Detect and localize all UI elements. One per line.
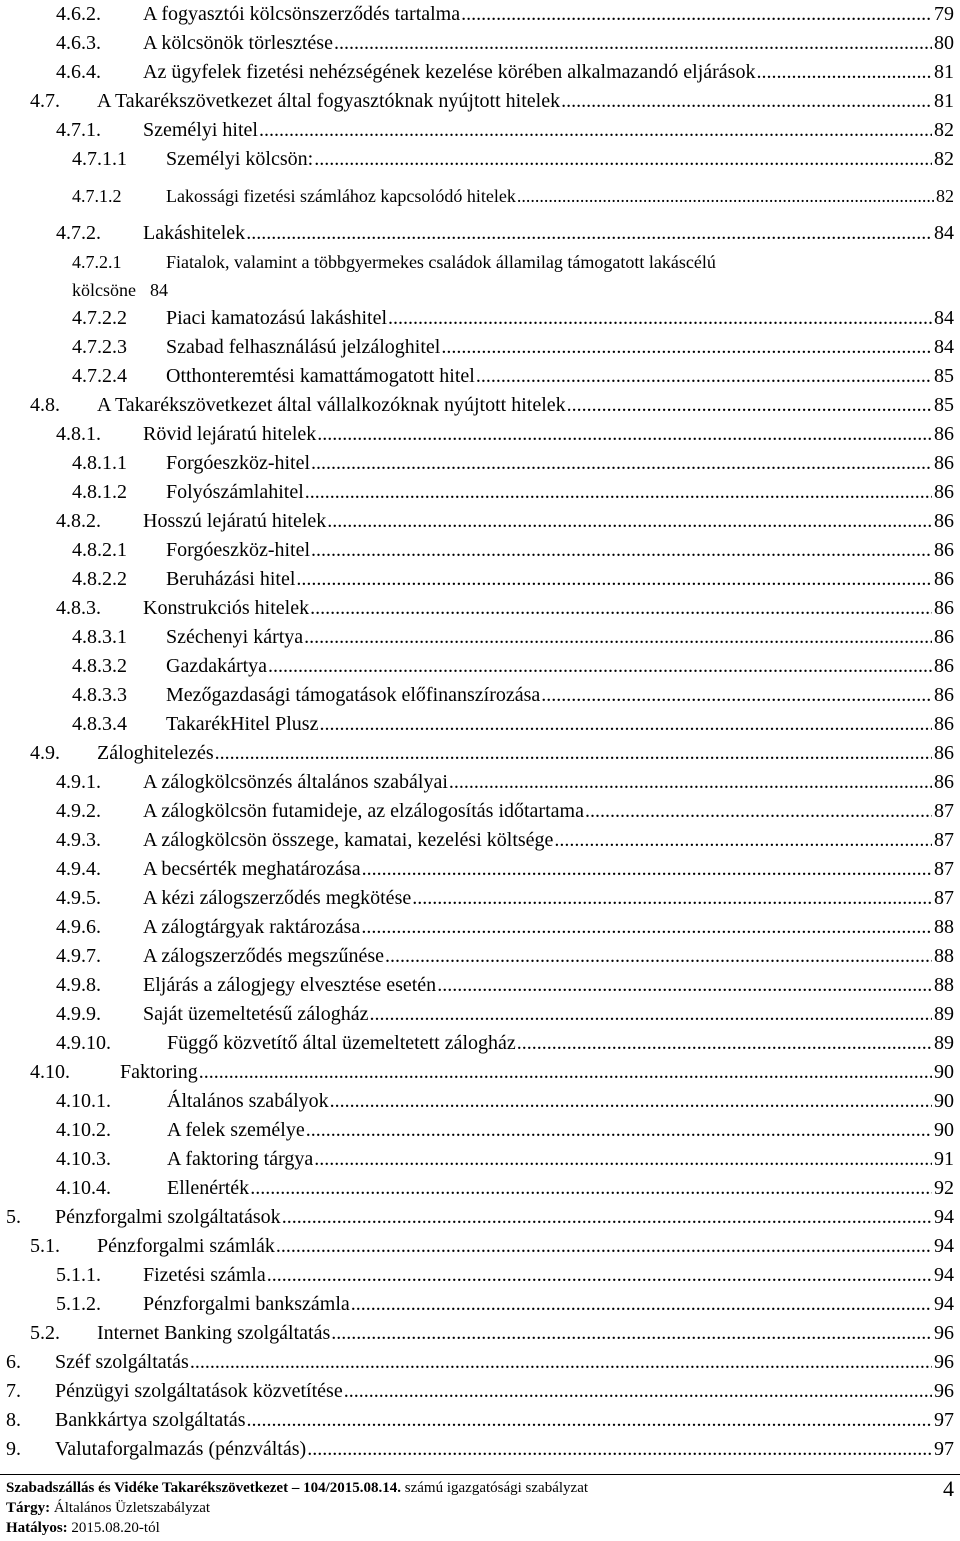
toc-entry-number: 4.8.3.4 [72,713,127,735]
toc-entry[interactable] [0,362,960,390]
toc-entry-number: 6. [6,1351,21,1373]
footer-effective-line [6,1518,160,1538]
toc-entry-page: 90 [934,1119,954,1141]
toc-dot-leader [585,797,932,825]
toc-entry-number: 5.1. [30,1235,60,1257]
toc-dot-leader [215,739,932,767]
toc-entry-title: A felek személye [167,1119,305,1141]
toc-dot-leader [369,1000,932,1028]
toc-entry-page: 87 [934,800,954,822]
toc-entry-number: 4.7.1.2 [72,186,122,206]
toc-entry-page: 81 [934,90,954,112]
toc-entry-page: 86 [934,568,954,590]
toc-entry-page: 86 [934,742,954,764]
toc-entry[interactable] [0,87,960,115]
toc-dot-leader [267,1261,932,1289]
toc-dot-leader [517,1029,932,1057]
toc-entry[interactable] [0,391,960,419]
toc-entry[interactable] [0,29,960,57]
toc-entry-number: 4.9.2. [56,800,101,822]
toc-entry-number: 4.10.3. [56,1148,111,1170]
toc-entry[interactable] [0,942,960,970]
toc-dot-leader [385,942,932,970]
toc-entry-title: Internet Banking szolgáltatás [97,1322,331,1344]
toc-dot-leader [327,507,932,535]
toc-entry-title: Pénzforgalmi szolgáltatások [55,1206,281,1228]
toc-entry-page: 80 [934,32,954,54]
footer-regulation-number: 104/2015.08.14. [303,1480,402,1496]
toc-entry-page: 81 [934,61,954,83]
toc-dot-leader [306,1116,932,1144]
toc-entry-page: 79 [934,3,954,25]
toc-entry-title: Fizetési számla [143,1264,266,1286]
toc-entry[interactable] [0,652,960,680]
toc-dot-leader [319,710,932,738]
toc-entry-number: 4.7.2.4 [72,365,127,387]
toc-entry[interactable] [0,681,960,709]
toc-entry-number: 4.9.4. [56,858,101,880]
toc-entry-title: Valutaforgalmazás (pénzváltás) [55,1438,307,1460]
toc-entry-title: Széchenyi kártya [166,626,304,648]
toc-entry-number: 4.9.9. [56,1003,101,1025]
toc-dot-leader [311,536,932,564]
toc-entry-title: A Takarékszövetkezet által fogyasztóknak nyújtott hitelek [97,90,561,112]
toc-entry-number: 4.10.2. [56,1119,111,1141]
toc-dot-leader [361,913,932,941]
toc-entry-page: 84 [934,336,954,358]
toc-entry-page: 84 [934,222,954,244]
toc-entry-number: 8. [6,1409,21,1431]
toc-entry[interactable] [0,710,960,738]
page-footer [0,1474,960,1541]
toc-entry[interactable] [0,855,960,883]
toc-entry-page: 96 [934,1351,954,1373]
toc-entry-title: A zálogkölcsön összege, kamatai, kezelési költsége [143,829,554,851]
toc-entry-title: A Takarékszövetkezet által vállalkozóknak nyújtott hitelek [97,394,566,416]
toc-entry[interactable] [0,1261,960,1289]
footer-effective-label: Hatályos: [6,1520,68,1536]
toc-dot-leader [476,362,932,390]
toc-dot-leader [334,29,932,57]
toc-entry-title: Lakáshitelek [143,222,246,244]
toc-entry[interactable] [0,536,960,564]
toc-entry-number: 4.7.2. [56,222,101,244]
toc-entry-page: 94 [934,1264,954,1286]
footer-subject-label: Tárgy: [6,1500,51,1516]
toc-entry-page: 91 [934,1148,954,1170]
toc-entry-page: 86 [934,713,954,735]
toc-entry-number: 4.8. [30,394,60,416]
toc-entry[interactable] [0,1348,960,1376]
toc-entry-number: 4.7.1.1 [72,148,127,170]
footer-rule [0,1474,960,1475]
toc-dot-leader [362,855,932,883]
toc-entry-number: 5.1.1. [56,1264,101,1286]
toc-entry-title: Pénzügyi szolgáltatások közvetítése [55,1380,343,1402]
toc-entry[interactable] [0,478,960,506]
toc-entry-title: A faktoring tárgya [167,1148,314,1170]
footer-regulation-type: számú igazgatósági szabályzat [401,1480,589,1496]
toc-entry-number: 4.9.8. [56,974,101,996]
toc-entry[interactable] [0,913,960,941]
toc-entry-page: 86 [934,423,954,445]
toc-entry-page: 85 [934,394,954,416]
toc-entry-number: 4.7.2.1 [72,252,122,272]
toc-entry[interactable] [0,1232,960,1260]
toc-entry-page: 86 [934,655,954,677]
toc-dot-leader [310,594,932,622]
toc-dot-leader [561,87,932,115]
toc-entry-title: A kézi zálogszerződés megkötése [143,887,412,909]
toc-entry-title: A kölcsönök törlesztése [143,32,333,54]
toc-entry-page: 86 [934,626,954,648]
toc-entry[interactable] [0,1029,960,1057]
toc-entry[interactable] [0,826,960,854]
toc-entry-page: 97 [934,1409,954,1431]
toc-entry-page: 94 [934,1206,954,1228]
page-number: 4 [943,1476,954,1501]
toc-entry-title: Pénzforgalmi számlák [97,1235,275,1257]
toc-dot-leader [276,1232,932,1260]
toc-entry[interactable] [0,1087,960,1115]
toc-entry-number: 4.8.2.2 [72,568,127,590]
toc-entry-page: 92 [934,1177,954,1199]
toc-entry-title: TakarékHitel Plusz [166,713,319,735]
toc-entry-number: 4.9.5. [56,887,101,909]
toc-entry-title: Piaci kamatozású lakáshitel [166,307,388,329]
toc-entry-number: 4.9.3. [56,829,101,851]
toc-entry-title: A zálogtárgyak raktározása [143,916,361,938]
toc-entry-title: Bankkártya szolgáltatás [55,1409,246,1431]
toc-dot-leader [449,768,932,796]
toc-entry-number: 5. [6,1206,21,1228]
toc-entry-page: 82 [936,186,954,206]
toc-entry-number: 4.10.1. [56,1090,111,1112]
toc-entry-page: 84 [934,307,954,329]
toc-entry-title: Rövid lejáratú hitelek [143,423,317,445]
toc-entry-page: 84 [149,280,168,300]
toc-entry-page: 86 [934,539,954,561]
footer-effective-value: 2015.08.20-tól [67,1520,160,1536]
toc-entry-page: 90 [934,1090,954,1112]
footer-organization: Szabadszállás és Vidéke Takarékszövetkezet [6,1480,289,1496]
toc-dot-leader [330,1087,932,1115]
toc-entry-number: 4.10. [30,1061,70,1083]
toc-entry-title: Hosszú lejáratú hitelek [143,510,327,532]
toc-entry-number: 4.7. [30,90,60,112]
toc-entry[interactable] [0,333,960,361]
toc-entry-page: 94 [934,1235,954,1257]
toc-entry-page: 86 [934,597,954,619]
toc-entry-title: Személyi kölcsön: [166,148,314,170]
toc-entry[interactable] [0,1377,960,1405]
toc-entry[interactable] [0,1290,960,1318]
toc-entry-title: Általános szabályok [167,1090,329,1112]
toc-entry-page: 86 [934,510,954,532]
toc-entry-page: 96 [934,1322,954,1344]
toc-entry-page: 88 [934,974,954,996]
toc-entry-number: 4.8.3.2 [72,655,127,677]
toc-entry[interactable] [0,145,960,173]
toc-dot-leader [461,0,932,28]
toc-entry-title: Személyi hitel [143,119,258,141]
toc-entry[interactable] [0,1406,960,1434]
toc-entry[interactable] [0,1058,960,1086]
toc-dot-leader [441,333,932,361]
toc-dot-leader [307,1435,932,1463]
toc-entry-number: 5.2. [30,1322,60,1344]
footer-subject-value: Általános Üzletszabályzat [50,1500,211,1516]
toc-dot-leader [351,1290,932,1318]
toc-entry[interactable] [0,797,960,825]
toc-entry-number: 4.6.2. [56,3,101,25]
toc-entry-title: Széf szolgáltatás [55,1351,189,1373]
toc-entry-number: 4.8.1.1 [72,452,127,474]
toc-entry-number: 4.6.4. [56,61,101,83]
toc-entry-title: Forgóeszköz-hitel [166,452,311,474]
toc-entry-number: 7. [6,1380,21,1402]
toc-entry[interactable] [0,1000,960,1028]
toc-entry[interactable] [0,1319,960,1347]
toc-entry-number: 5.1.2. [56,1293,101,1315]
toc-entry-page: 82 [934,119,954,141]
toc-dot-leader [317,420,932,448]
toc-entry-number: 4.7.2.2 [72,307,127,329]
toc-entry-title: A zálogkölcsön futamideje, az elzálogosítás időtartama [143,800,584,822]
toc-entry-title-continued: kölcsöne [72,280,136,300]
toc-entry[interactable] [0,565,960,593]
toc-entry-page: 88 [934,945,954,967]
toc-entry-title: A becsérték meghatározása [143,858,361,880]
toc-entry[interactable] [0,116,960,144]
toc-dot-leader [314,1145,932,1173]
toc-entry-page: 86 [934,481,954,503]
toc-entry-title: Folyószámlahitel [166,481,304,503]
toc-entry-page: 87 [934,858,954,880]
toc-entry[interactable] [0,1145,960,1173]
toc-entry-title: Záloghitelezés [97,742,214,764]
toc-entry-number: 4.8.1. [56,423,101,445]
toc-entry-number: 4.9. [30,742,60,764]
footer-subject-line [6,1498,210,1518]
toc-dot-leader [190,1348,932,1376]
toc-entry-page: 90 [934,1061,954,1083]
toc-entry[interactable] [0,507,960,535]
toc-entry-page: 86 [934,684,954,706]
toc-entry-title: Eljárás a zálogjegy elvesztése esetén [143,974,437,996]
toc-dot-leader [388,304,932,332]
toc-entry[interactable] [0,1116,960,1144]
toc-dot-leader [331,1319,932,1347]
toc-entry-page: 85 [934,365,954,387]
toc-entry-title: A fogyasztói kölcsönszerződés tartalma [143,3,461,25]
toc-entry-page: 82 [934,148,954,170]
toc-entry[interactable] [0,304,960,332]
toc-entry-number: 4.6.3. [56,32,101,54]
toc-entry[interactable] [0,739,960,767]
toc-entry[interactable] [0,182,960,210]
toc-dot-leader [246,219,932,247]
toc-entry-number: 4.8.3. [56,597,101,619]
toc-dot-leader [554,826,932,854]
toc-dot-leader [567,391,932,419]
toc-entry-title: Mezőgazdasági támogatások előfinanszírozása [166,684,541,706]
toc-dot-leader [437,971,932,999]
toc-entry[interactable] [0,1435,960,1463]
toc-entry-page: 97 [934,1438,954,1460]
toc-entry[interactable] [0,1203,960,1231]
toc-entry[interactable] [0,248,960,304]
toc-entry-page: 89 [934,1032,954,1054]
toc-entry-title: Pénzforgalmi bankszámla [143,1293,350,1315]
toc-entry[interactable] [0,1174,960,1202]
toc-entry-number: 4.9.6. [56,916,101,938]
toc-dot-leader [247,1406,933,1434]
toc-entry-title: Beruházási hitel [166,568,296,590]
toc-dot-leader [304,623,932,651]
toc-dot-leader [314,145,932,173]
toc-dot-leader [268,652,932,680]
toc-entry[interactable] [0,594,960,622]
toc-dot-leader [412,884,932,912]
toc-entry-title: Gazdakártya [166,655,268,677]
toc-entry[interactable] [0,449,960,477]
toc-dot-leader [517,182,934,210]
toc-entry-title: Konstrukciós hitelek [143,597,310,619]
toc-entry[interactable] [0,884,960,912]
toc-entry-title: A zálogkölcsönzés általános szabályai [143,771,448,793]
toc-dot-leader [296,565,932,593]
toc-entry-page: 96 [934,1380,954,1402]
toc-entry[interactable] [0,0,960,28]
footer-document-line [6,1478,588,1498]
toc-entry-title: Lakossági fizetési számlához kapcsolódó hitelek [166,186,516,206]
toc-entry-title: Függő közvetítő által üzemeltetett zálogház [167,1032,516,1054]
footer-dash: – [288,1480,304,1496]
toc-entry-number: 4.8.3.1 [72,626,127,648]
toc-dot-leader [541,681,932,709]
toc-dot-leader [282,1203,932,1231]
toc-entry-title: A zálogszerződés megszűnése [143,945,385,967]
toc-dot-leader [199,1058,932,1086]
toc-entry-page: 87 [934,829,954,851]
toc-entry-title: Faktoring [120,1061,198,1083]
toc-entry-title: Az ügyfelek fizetési nehézségének kezelése körében alkalmazandó eljárások [143,61,756,83]
toc-entry-number: 4.7.1. [56,119,101,141]
toc-entry-title: Forgóeszköz-hitel [166,539,311,561]
toc-entry-number: 4.10.4. [56,1177,111,1199]
toc-entry[interactable] [0,58,960,86]
toc-dot-leader [311,449,932,477]
toc-entry[interactable] [0,768,960,796]
toc-entry[interactable] [0,971,960,999]
toc-entry-number: 9. [6,1438,21,1460]
toc-dot-leader [250,1174,932,1202]
toc-entry-page: 86 [934,452,954,474]
toc-entry-page: 88 [934,916,954,938]
toc-entry-title: Ellenérték [167,1177,250,1199]
toc-entry-number: 4.8.2. [56,510,101,532]
toc-entry-title: Szabad felhasználású jelzáloghitel [166,336,441,358]
toc-entry-number: 4.9.10. [56,1032,111,1054]
toc-dot-leader [259,116,932,144]
toc-dot-leader [756,58,932,86]
toc-dot-leader [344,1377,932,1405]
toc-entry[interactable] [0,420,960,448]
toc-entry-page: 94 [934,1293,954,1315]
toc-entry-page: 86 [934,771,954,793]
toc-entry-title: Fiatalok, valamint a többgyermekes családok államilag támogatott lakáscélú [166,252,716,272]
toc-entry-title: Otthonteremtési kamattámogatott hitel [166,365,475,387]
toc-entry-title: Saját üzemeltetésű zálogház [143,1003,369,1025]
toc-entry-number: 4.8.1.2 [72,481,127,503]
toc-entry[interactable] [0,219,960,247]
toc-entry-number: 4.8.2.1 [72,539,127,561]
toc-entry-number: 4.7.2.3 [72,336,127,358]
toc-entry-number: 4.9.7. [56,945,101,967]
toc-entry[interactable] [0,623,960,651]
toc-entry-page: 89 [934,1003,954,1025]
toc-entry-page: 87 [934,887,954,909]
toc-entry-number: 4.8.3.3 [72,684,127,706]
toc-entry-number: 4.9.1. [56,771,101,793]
toc-dot-leader [305,478,932,506]
